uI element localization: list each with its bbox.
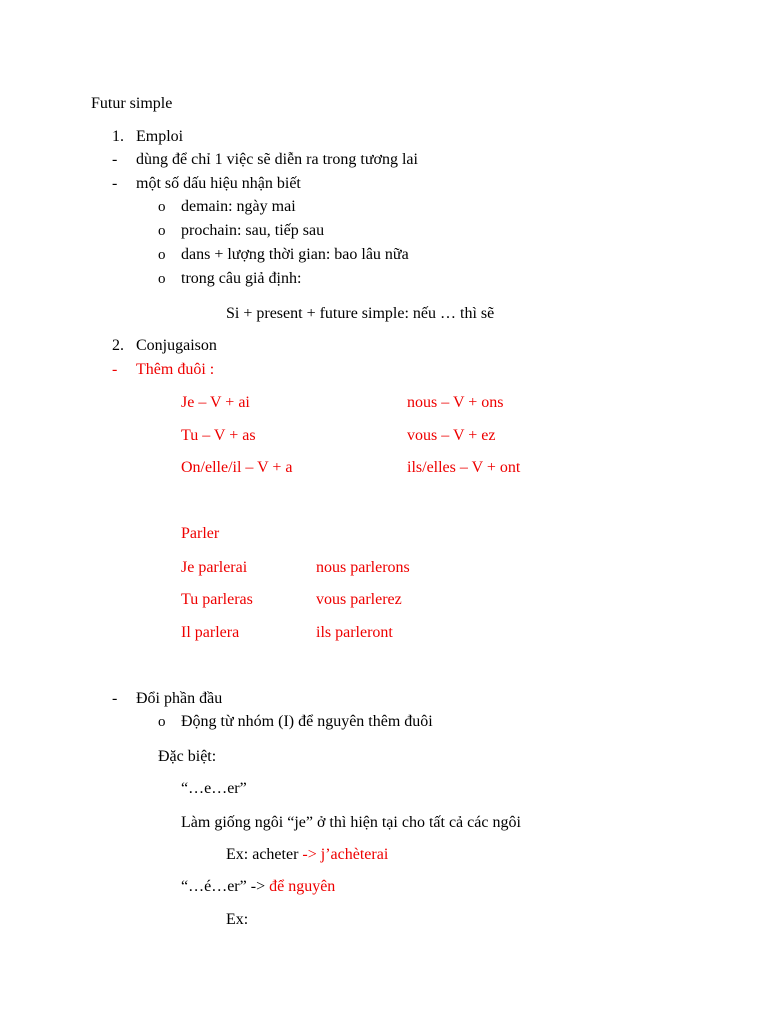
stem-change-heading: Đổi phần đầu: [136, 690, 223, 707]
section-1-heading: Emploi: [136, 128, 184, 145]
section-1-number: 1.: [112, 128, 124, 145]
usage-item: dùng để chỉ 1 việc sẽ diễn ra trong tương lai: [136, 151, 418, 168]
section-2-heading: Conjugaison: [136, 337, 217, 354]
bullet-marker: o: [158, 271, 166, 287]
bullet-marker: o: [158, 247, 166, 263]
add-endings-label: Thêm đuôi :: [136, 361, 215, 378]
conjugation-vous: vous parlerez: [316, 591, 402, 608]
ending-nous: nous – V + ons: [407, 394, 504, 411]
conjugation-je: Je parlerai: [181, 559, 248, 576]
example-line: [226, 845, 388, 865]
pattern-e-er-rule: Làm giống ngôi “je” ở thì hiện tại cho tất cả các ngôi: [181, 814, 521, 831]
example-verb: Parler: [181, 525, 220, 542]
conjugation-il: Il parlera: [181, 624, 240, 641]
example-label: Ex: acheter: [226, 846, 299, 863]
bullet-marker: o: [158, 223, 166, 239]
pattern-e-er: “…e…er”: [181, 780, 247, 797]
conjugation-nous: nous parlerons: [316, 559, 410, 576]
conjugation-ils: ils parleront: [316, 624, 393, 641]
ending-vous: vous – V + ez: [407, 427, 496, 444]
group-one-rule: Động từ nhóm (I) để nguyên thêm đuôi: [181, 713, 433, 730]
example-result: -> j’achèterai: [302, 846, 389, 863]
signal-word-item: dans + lượng thời gian: bao lâu nữa: [181, 246, 409, 263]
signal-word-item: trong câu giả định:: [181, 270, 302, 287]
dash-marker: -: [112, 361, 118, 378]
ending-tu: Tu – V + as: [181, 427, 256, 444]
conditional-formula: Si + present + future simple: nếu … thì sẽ: [226, 305, 495, 322]
section-2-number: 2.: [112, 337, 124, 354]
bullet-marker: o: [158, 199, 166, 215]
bullet-marker: o: [158, 714, 166, 730]
signal-word-item: prochain: sau, tiếp sau: [181, 222, 325, 239]
special-cases-label: Đặc biệt:: [158, 748, 217, 765]
dash-marker: -: [112, 151, 118, 168]
ending-ils: ils/elles – V + ont: [407, 459, 521, 476]
pattern-e-acute-er: “…é…er” ->: [181, 878, 266, 895]
signal-word-item: demain: ngày mai: [181, 198, 296, 215]
usage-item: một số dấu hiệu nhận biết: [136, 175, 301, 192]
pattern-e-acute-er-line: [181, 877, 335, 897]
document-title: Futur simple: [91, 95, 173, 112]
ending-il: On/elle/il – V + a: [181, 459, 293, 476]
dash-marker: -: [112, 175, 118, 192]
conjugation-tu: Tu parleras: [181, 591, 253, 608]
pattern-e-acute-er-result: để nguyên: [269, 878, 336, 895]
ending-je: Je – V + ai: [181, 394, 250, 411]
dash-marker: -: [112, 690, 118, 707]
example-label-empty: Ex:: [226, 911, 249, 928]
